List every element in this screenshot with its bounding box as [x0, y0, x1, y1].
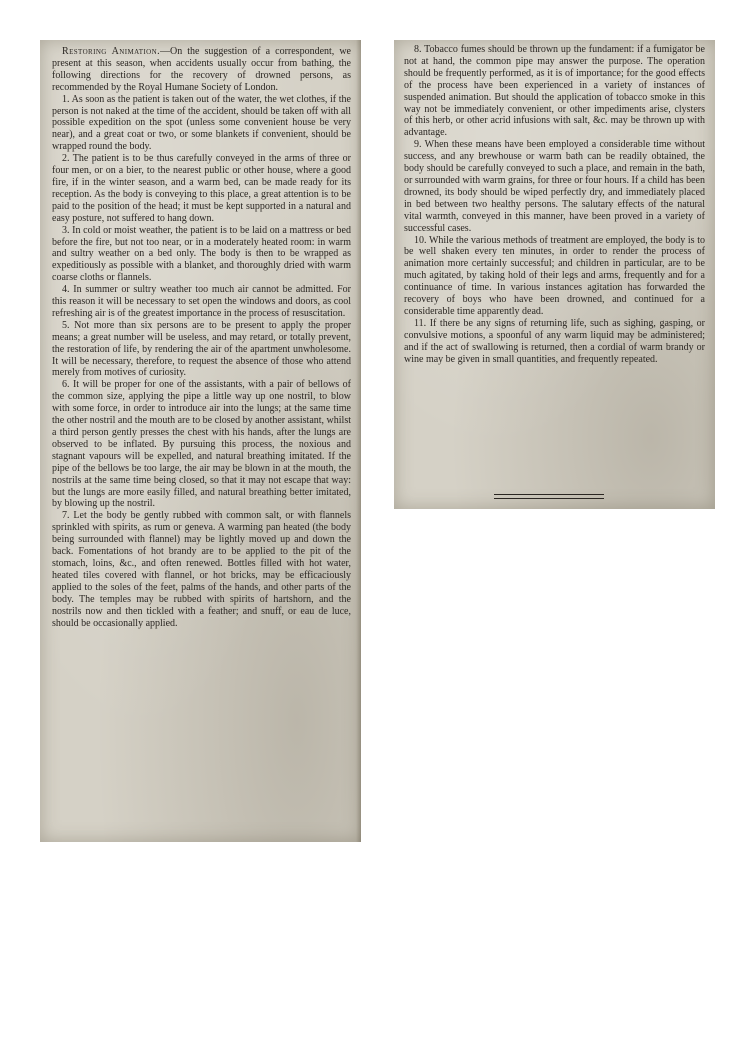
paragraph-8: 8. Tobacco fumes should be thrown up the fundament: if a fumigator be not at hand, the common pipe may answer the purpose. The operation should be frequently performed, as it is of importance; for the good effects of the process have been experienced in a variety of instances of suspended animation. But should the application of tobacco smoke in this way not be immediately convenient, or other impediments arise, clysters of this herb, or other acrid infusions with salt, &c. may be thrown up with advantage. — [404, 44, 705, 139]
article-intro — [52, 46, 351, 94]
paragraph-10: 10. While the various methods of treatment are employed, the body is to be well shaken every ten minutes, in order to render the process of animation more certainly successful; and children in particular, are to be much agitated, by taking hold of their legs and arms, frequently and for a continuance of time. In various instances agitation has forwarded the recovery of boys who have been drowned, and continued for a considerable time apparently dead. — [404, 234, 705, 317]
paragraph-4: 4. In summer or sultry weather too much air cannot be admitted. For this reason it will be necessary to set open the windows and doors, as cool refreshing air is of the greatest importance in the process of resuscitation. — [52, 284, 351, 319]
article-heading: Restoring Animation. — [62, 46, 160, 57]
paragraph-11: 11. If there be any signs of returning life, such as sighing, gasping, or convulsive motions, a spoonful of any warm liquid may be administered; and if the act of swallowing is returned, then a cordial of warm brandy or wine may be given in small quantities, and frequently repeated. — [404, 317, 705, 365]
paper-fold-shadow — [356, 40, 361, 842]
paragraph-9: 9. When these means have been employed a considerable time without success, and any brewhouse or warm bath can be readily obtained, the body should be carefully conveyed to such a place, and remain in the bath, or surrounded with warm grains, for three or four hours. If a child has been drowned, its body should be wiped perfectly dry, and immediately placed in bed between two healthy persons. The salutary effects of the natural vital warmth, conveyed in this manner, have been proved in a variety of successful cases. — [404, 139, 705, 234]
end-rule-divider — [494, 494, 604, 499]
paragraph-5: 5. Not more than six persons are to be present to apply the proper means; a great number will be useless, and may retard, or totally prevent, the restoration of life, by rendering the air of the apartment unwholesome. It will be necessary, therefore, to request the absence of those who attend merely from motives of curiosity. — [52, 319, 351, 379]
article-right-column — [404, 44, 705, 365]
clipping-left-column — [40, 40, 361, 842]
clipping-right-column — [394, 40, 715, 509]
paragraph-2: 2. The patient is to be thus carefully conveyed in the arms of three or four men, or on a bier, to the nearest public or other house, where a good fire, if in the winter season, and a warm bed, can be made ready for its reception. As the body is conveying to this place, a great attention is to be paid to the position of the head; it must be kept supported in a natural and easy posture, not suffered to hang down. — [52, 153, 351, 224]
article-intro-text: —On the suggestion of a correspondent, we present at this season, when accidents usually occur from bathing, the following directions for the recovery of drowned persons, as recommended by the Royal Humane Society of London. — [52, 46, 351, 93]
article-left-column — [52, 46, 351, 629]
paragraph-1: 1. As soon as the patient is taken out of the water, the wet clothes, if the person is not naked at the time of the accident, should be taken off with all possible expedition on the spot (unless some convenient house be very near), and a great coat or two, or some blankets if convenient, should be wrapped round the body. — [52, 93, 351, 153]
paragraph-3: 3. In cold or moist weather, the patient is to be laid on a mattress or bed before the fire, but not too near, or in a moderately heated room: in warm and sultry weather on a bed only. The body is then to be wrapped as expeditiously as possible with a blanket, and thoroughly dried with warm coarse cloths or flannels. — [52, 224, 351, 284]
paragraph-7: 7. Let the body be gently rubbed with common salt, or with flannels sprinkled with spirits, as rum or geneva. A warming pan heated (the body being surrounded with flannel) may be lightly moved up and down the back. Fomentations of hot brandy are to be applied to the pit of the stomach, loins, &c., and often renewed. Bottles filled with hot water, heated tiles covered with flannel, or hot bricks, may be efficaciously applied to the soles of the feet, palms of the hands, and other parts of the body. The temples may be rubbed with spirits of hartshorn, and the nostrils now and then tickled with a feather; and snuff, or eau de luce, should be occasionally applied. — [52, 510, 351, 629]
paragraph-6: 6. It will be proper for one of the assistants, with a pair of bellows of the common size, applying the pipe a little way up one nostril, to blow with some force, in order to introduce air into the lungs; at the same time the other nostril and the mouth are to be closed by another assistant, whilst a third person gently presses the chest with his hands, after the lungs are observed to be inflated. By pursuing this process, the noxious and stagnant vapours will be expelled, and natural breathing imitated. If the pipe of the bellows be too large, the air may be blown in at the mouth, the nostrils at the same time being closed, so that it may not escape that way: but the lungs are more easily filled, and natural breathing better imitated, by blowing up the nostril. — [52, 379, 351, 510]
